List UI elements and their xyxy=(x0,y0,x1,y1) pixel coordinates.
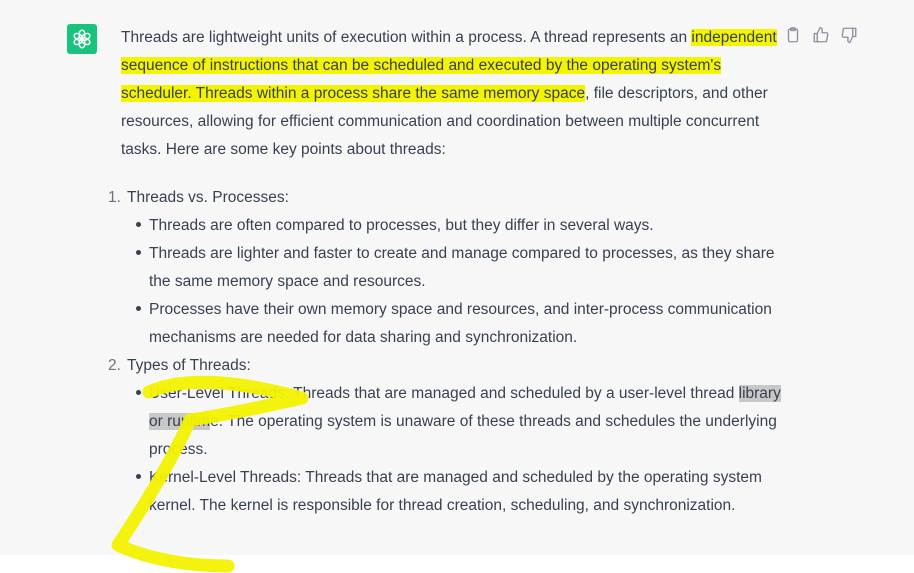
sub-bullet-list xyxy=(127,380,781,520)
intro-text: Threads are lightweight units of execution within a process. A thread represents an xyxy=(121,29,692,46)
thumbs-up-icon[interactable] xyxy=(812,26,830,44)
bullet-item-kernel-level: Kernel-Level Threads: Threads that are managed and scheduled by the operating system kernel. The kernel is responsible for thread creation, scheduling, and synchronization. xyxy=(127,464,781,520)
bullet-item-user-level xyxy=(127,380,781,464)
bullet-item: Threads are often compared to processes, but they differ in several ways. xyxy=(127,212,781,240)
clipboard-icon[interactable] xyxy=(784,26,802,44)
assistant-avatar xyxy=(67,24,97,54)
intro-paragraph xyxy=(121,24,781,164)
thumbs-down-icon[interactable] xyxy=(840,26,858,44)
list-item-threads-vs-processes xyxy=(108,184,781,352)
bullet-item: Threads are lighter and faster to create and manage compared to processes, as they share the same memory space and resources. xyxy=(127,240,781,296)
message-actions xyxy=(784,26,858,44)
list-item-types-of-threads xyxy=(108,352,781,520)
highlighted-text: independent sequence of instructions that can be scheduled and executed by the operating system's scheduler. Threads within a process share the same memory space xyxy=(121,29,777,102)
intro-text-continued: , file descriptors, and other resources, allowing for efficient communication and coordination between multiple concurrent tasks. Here are some key points about threads: xyxy=(121,85,768,158)
key-points-list xyxy=(108,184,781,520)
openai-logo-icon xyxy=(71,28,93,50)
list-number: 1. xyxy=(108,189,121,206)
bullet-item: Processes have their own memory space and resources, and inter-process communication mechanisms are needed for data sharing and synchronization. xyxy=(127,296,781,352)
selected-text: library or runtim xyxy=(149,385,781,430)
user-level-text-continued: e. The operating system is unaware of these threads and schedules the underlying process. xyxy=(149,413,777,458)
sub-bullet-list xyxy=(127,212,781,352)
message-content xyxy=(108,24,781,520)
user-level-text: Threads that are managed and scheduled by a user-level thread xyxy=(289,385,739,402)
list-item-title: Threads vs. Processes: xyxy=(127,189,289,206)
user-level-term: User-Level Threads: xyxy=(149,385,290,402)
list-number: 2. xyxy=(108,357,121,374)
list-item-title: Types of Threads: xyxy=(127,357,251,374)
